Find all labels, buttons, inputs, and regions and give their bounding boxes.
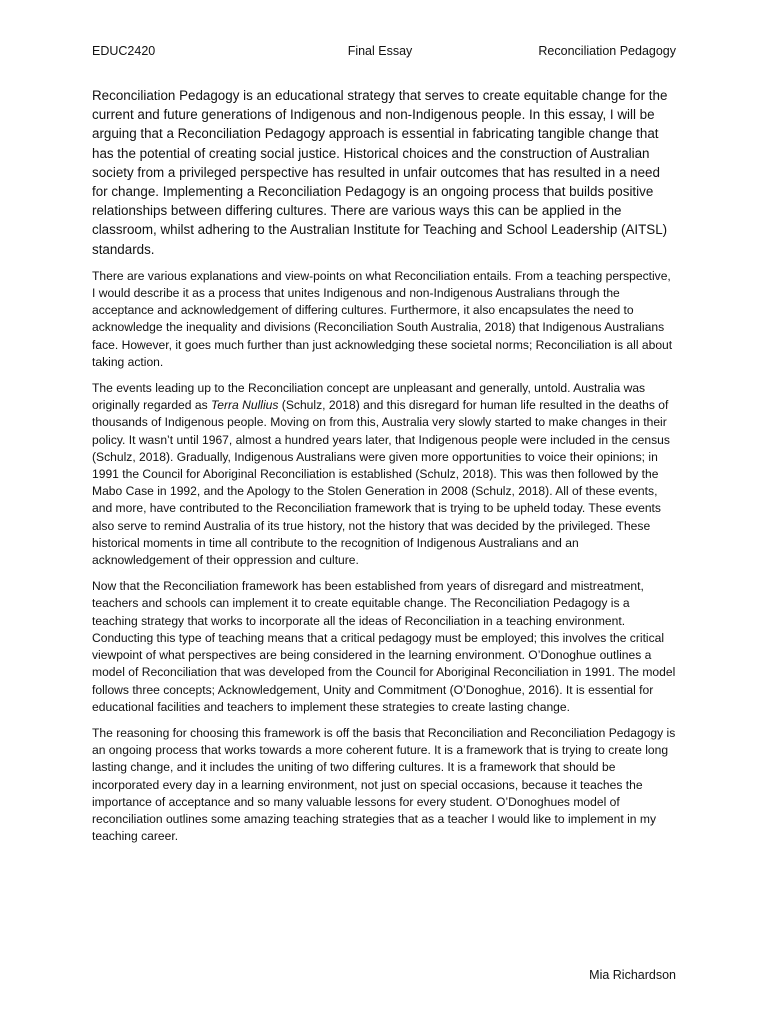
paragraph-intro: Reconciliation Pedagogy is an educational strategy that serves to create equitable change for the current and future generations of Indigenous and non-Indigenous people. In this essay, I will be arguing that a Reconciliation Pedagogy approach is essential in fabricating tangible change that has the potential of creating social justice. Historical choices and the construction of Australian society from a privileged perspective has resulted in unfair outcomes that has resulted in a need for change. Implementing a Reconciliation Pedagogy is an ongoing process that builds positive relationships between differing cultures. There are various ways this can be applied in the classroom, whilst adhering to the Australian Institute for Teaching and School Leadership (AITSL) standards. xyxy=(92,88,668,257)
history-text-before: The events leading up to the Reconciliation concept are unpleasant and generally, untold. Australia was originally regarded as xyxy=(92,381,646,413)
history-text-after: (Schulz, 2018) and this disregard for human life resulted in the deaths of thousands of Indigenous people. Moving on from this, Australia very slowly started to make changes in their policy. It wasn’t until 1967, almost a hundred years later, that Indigenous people were included in the census (Schulz, 2018). Gradually, Indigenous Australians were given more opportunities to voice their opinions; in 1991 the Council for Aboriginal Reconciliation is established (Schulz, 2018). This was then followed by the Mabo Case in 1992, and the Apology to the Stolen Generation in 2008 (Schulz, 2018). All of these events, and more, have contributed to the Reconciliation framework that is trying to be upheld today. These events also serve to remind Australia of its true history, not the history that was decided by the privileged. These historical moments in time all contribute to the recognition of Indigenous Australians and an acknowledgement of their oppression and culture. xyxy=(92,398,670,568)
paragraph-reasoning: The reasoning for choosing this framework is off the basis that Reconciliation and Reconciliation Pedagogy is an ongoing process that works towards a more coherent future. It is a framework that is trying to create long lasting change, and it includes the uniting of two differing cultures. It is a framework that should be incorporated every day in a learning environment, not just on special occasions, because it teaches the importance of acceptance and so many valuable lessons for every student. O’Donoghues model of reconciliation outlines some amazing teaching strategies that as a teacher I would like to implement in my teaching career. xyxy=(92,725,676,844)
essay-body xyxy=(92,86,676,854)
paragraph-definition: There are various explanations and view-points on what Reconciliation entails. From a teaching perspective, I would describe it as a process that unites Indigenous and non-Indigenous Australians through the acceptance and acknowledgement of differing cultures. Furthermore, it also encapsulates the need to acknowledge the inequality and divisions (Reconciliation South Australia, 2018) that Indigenous Australians face. However, it goes much further than just acknowledging these societal norms; Reconciliation is all about taking action. xyxy=(92,268,673,369)
essay-topic: Reconciliation Pedagogy xyxy=(538,44,676,58)
author-name: Mia Richardson xyxy=(589,968,676,982)
page-header xyxy=(92,42,676,60)
course-code: EDUC2420 xyxy=(92,44,156,58)
terra-nullius-term: Terra Nullius xyxy=(211,398,279,413)
paragraph-framework: Now that the Reconciliation framework has been established from years of disregard and mistreatment, teachers and schools can implement it to create equitable change. The Reconciliation Pedagogy is a teaching strategy that works to incorporate all the ideas of Reconciliation in a teaching environment. Conducting this type of teaching means that a critical pedagogy must be employed; this involves the critical viewpoint of what perspectives are being considered in the learning environment. O’Donoghue outlines a model of Reconciliation that was developed from the Council for Aboriginal Reconciliation in 1991. The model follows three concepts; Acknowledgement, Unity and Commitment (O’Donoghue, 2016). It is essential for educational facilities and teachers to implement these strategies to create lasting change. xyxy=(92,579,676,714)
document-type: Final Essay xyxy=(347,44,413,58)
paragraph-history xyxy=(92,380,676,569)
